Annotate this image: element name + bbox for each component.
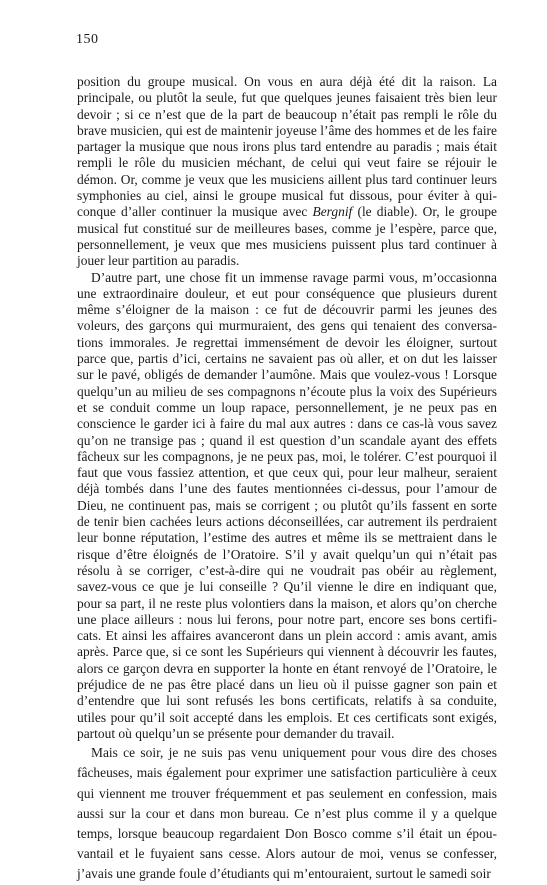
- paragraph-1-text-a: position du groupe musical. On vous en aura déjà été dit la raison. La principale, ou plutôt la seule, fut que quelques jeunes faisaient très bien leur devoir ; si ce n’est que de la part de beaucoup n’était pas rempli le rôle du brave musicien, qui est de maintenir joyeuse l’âme des hommes et de les faire partager la musique que nous irons plus tard entendre au paradis ; mais était rempli le rôle du musicien méchant, de celui qui veut faire se réjouir le démon. Or, comme je veux que les musiciens aillent plus tard continuer leurs symphonies au ciel, ainsi le groupe musical fut dissous, pour éviter à qui-conque d’aller continuer la musique avec: [77, 74, 497, 220]
- paragraph-1: [77, 74, 497, 270]
- paragraph-1-text-b: (le diable). Or, le groupe musical fut constitué sur de meilleures bases, comme je l’espère, parce que, personnellement, je veux que mes musiciens puissent plus tard continuer à jouer leur partition au paradis.: [77, 204, 497, 269]
- paragraph-3: Mais ce soir, je ne suis pas venu uniquement pour vous dire des choses fâcheuses, mais également pour exprimer une satisfaction particulière à ceux qui viennent me trouver fréquemment et pas seulement en confession, mais aussi sur la cour et dans mon bureau. Ce n’est plus comme il y a quelque temps, lorsque beaucoup regardaient Don Bosco comme s’il était un épou-vantail et le fuyaient sans cesse. Alors autour de moi, venus se confesser, j’avais une grande foule d’étudiants qui m’entouraient, surtout le samedi soir: [77, 745, 497, 882]
- paragraph-1-italic: Bergnif: [312, 204, 353, 220]
- page-number: 150: [76, 32, 99, 47]
- paragraph-2: D’autre part, une chose fit un immense ravage parmi vous, m’occasionna une extraordinaire douleur, et eut pour conséquence que plusieurs durent même s’éloigner de la maison : ce fut de découvrir parmi les jeunes des voleurs, des garçons qui murmuraient, des gens qui tenaient des conversa-tions immorales. Je regrettai immensément de devoir les éloigner, surtout parce que, partis d’ici, certains ne savaient pas où aller, et on dut les laisser sur le pavé, obligés de demander l’aumône. Mais que voulez-vous ! Lorsque quelqu’un au milieu de ses compagnons n’écoute plus la voix des Supérieurs et se conduit comme un loup rapace, personnellement, je ne peux pas en conscience le garder ici à faire du mal aux autres : dans ce cas-là vous savez qu’on ne transige pas ; quand il est question d’un scandale ayant des effets fâcheux sur les compagnons, je ne peux pas, moi, le tolérer. C’est pourquoi il faut que vous fassiez attention, et que ceux qui, pour leur malheur, seraient déjà tombés dans l’une des fautes mentionnées ci-dessus, pour l’amour de Dieu, ne continuent pas, mais se corrigent ; ou plutôt qu’ils fassent en sorte de tenir bien cachées leurs actions déconseillées, car autrement ils perdraient leur bonne réputation, l’estime des autres et même ils se mettraient dans le risque d’être éloignés de l’Oratoire. S’il y avait quelqu’un qui n’était pas résolu à se corriger, c’est-à-dire qui ne voudrait pas obéir au règlement, savez-vous ce que je lui conseille ? Qu’il vienne le dire en indiquant que, pour sa part, il ne reste plus volontiers dans la maison, et alors qu’on cherche une place ailleurs : nous lui ferons, pour notre part, encore ses bons certifi-cats. Et ainsi les affaires avanceront dans un plein accord : amis avant, amis après. Parce que, si ce sont les Supérieurs qui viennent à découvrir les fautes, alors ce garçon devra en supporter la honte en étant renvoyé de l’Oratoire, le préjudice de ne pas être placé dans un lieu où il puisse gagner son pain et d’entendre que lui sont refusés les bons certificats, relatifs à sa conduite, utiles pour qu’il soit accepté dans les emplois. Et ces certificats sont exigés, partout où quelqu’un se présente pour demander du travail.: [77, 269, 497, 741]
- body-text: [77, 74, 497, 885]
